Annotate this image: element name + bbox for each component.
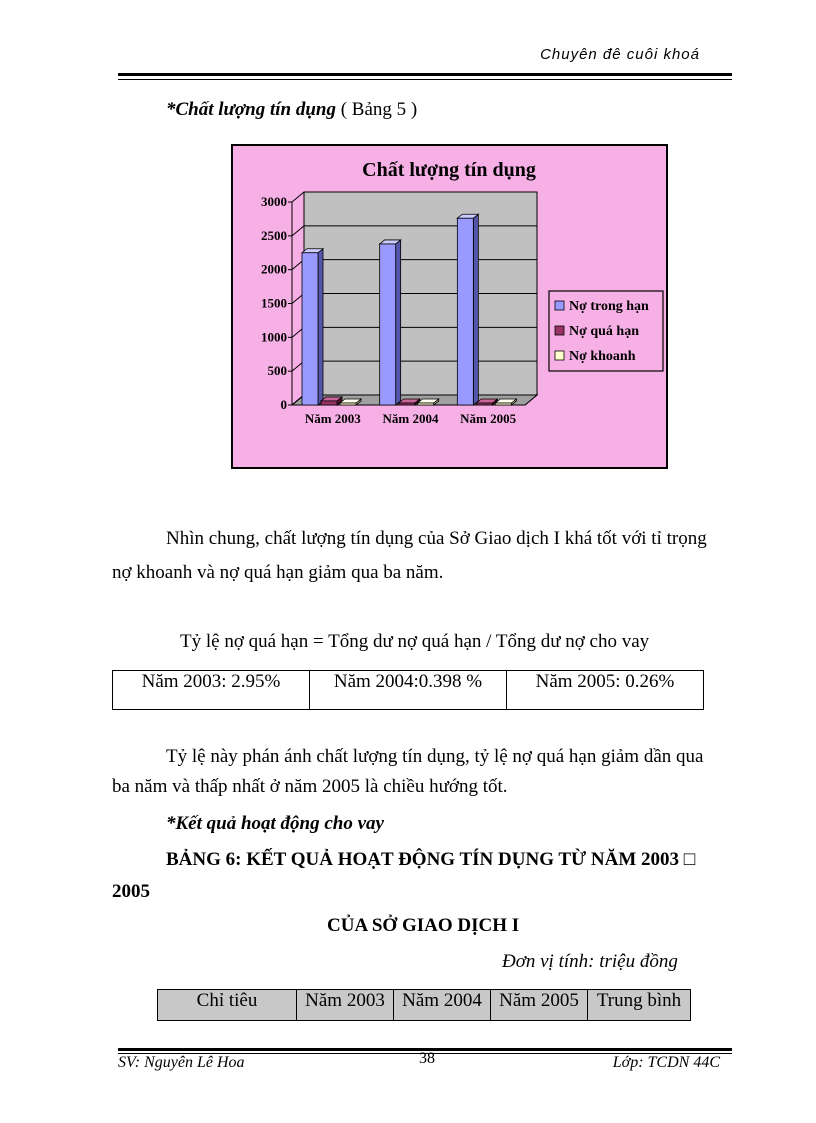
section-heading-bold: *Chất lượng tín dụng: [166, 99, 336, 120]
chart-bar: [399, 403, 415, 405]
overdue-ratio-table: [112, 670, 704, 710]
table6-title-line-1: BẢNG 6: KẾT QUẢ HOẠT ĐỘNG TÍN DỤNG TỪ NĂM 2003 □: [166, 849, 696, 870]
chart-bar: [340, 403, 356, 405]
table-row: [158, 990, 691, 1021]
chart-bar: [321, 401, 337, 405]
formula-text: Tỷ lệ nợ quá hạn = Tổng dư nợ quá hạn / Tổng dư nợ cho vay: [180, 631, 650, 652]
chart-plot-area: [292, 192, 537, 405]
chart-y-tick-label: 1500: [261, 295, 287, 311]
chart-legend-label: Nợ trong hạn: [569, 299, 649, 314]
chart-bar: [302, 253, 318, 405]
chart-legend-swatch: [555, 351, 564, 360]
paragraph-2-line-1: Tỷ lệ này phán ánh chất lượng tín dụng, tỷ lệ nợ quá hạn giảm dần qua: [166, 746, 704, 767]
chart-canvas: [233, 146, 666, 467]
table-row: [113, 671, 704, 710]
header-rule-thin: [118, 79, 732, 80]
chart-legend-label: Nợ quá hạn: [569, 324, 640, 339]
col-header-indicator: Chỉ tiêu: [158, 990, 297, 1021]
paragraph-1-line-2: nợ khoanh và nợ quá hạn giảm qua ba năm.: [112, 562, 444, 583]
chart-y-tick-label: 3000: [261, 194, 287, 209]
chart-x-tick-label: Năm 2004: [382, 411, 439, 426]
chart-gridline-depth: [292, 192, 304, 202]
chart-bar: [476, 403, 492, 405]
chart-bar: [380, 244, 396, 405]
paragraph-1-line-1: Nhìn chung, chất lượng tín dụng của Sở Giao dịch I khá tốt với tỉ trọng: [166, 528, 707, 549]
footer-student: SV: Nguyên Lê Hoa: [118, 1054, 245, 1071]
chart-gridline-depth: [292, 226, 304, 236]
footer-page-number: 38: [419, 1050, 435, 1067]
section-heading-lending-results: *Kết quả hoạt động cho vay: [166, 813, 384, 834]
chart-y-tick-label: 2000: [261, 261, 287, 277]
table6-unit-note: Đơn vị tính: triệu đồng: [502, 951, 678, 972]
chart-bar: [418, 403, 434, 405]
chart-bar-side: [396, 240, 401, 405]
chart-bar-side: [318, 249, 323, 405]
col-header-average: Trung bình: [588, 990, 691, 1021]
ratio-cell-2005: Năm 2005: 0.26%: [507, 671, 704, 710]
chart-legend-swatch: [555, 301, 564, 310]
table6-title-line-2: 2005: [112, 881, 150, 902]
chart-y-tick-label: 1000: [261, 329, 287, 345]
chart-bar-side: [473, 214, 478, 405]
chart-bar: [495, 403, 511, 405]
paragraph-2-line-2: ba năm và thấp nhất ở năm 2005 là chiều hướng tốt.: [112, 776, 508, 797]
section-heading-credit-quality: [166, 98, 417, 122]
chart-legend-label: Nợ khoanh: [569, 349, 636, 364]
col-header-2003: Năm 2003: [297, 990, 394, 1021]
section-heading-ref: ( Bảng 5 ): [335, 99, 418, 120]
chart-x-tick-label: Năm 2003: [304, 411, 361, 426]
credit-quality-chart: [231, 144, 668, 469]
ratio-cell-2003: Năm 2003: 2.95%: [113, 671, 310, 710]
table6-header: [157, 989, 691, 1021]
header-title: Chuyên đê cuôi khoá: [540, 46, 700, 63]
chart-y-tick-label: 2500: [261, 227, 287, 243]
ratio-cell-2004: Năm 2004:0.398 %: [310, 671, 507, 710]
footer-class: Lớp: TCDN 44C: [612, 1054, 720, 1071]
chart-title: Chất lượng tín dụng: [362, 159, 536, 181]
col-header-2005: Năm 2005: [491, 990, 588, 1021]
chart-legend-swatch: [555, 326, 564, 335]
chart-y-tick-label: 500: [267, 363, 287, 379]
table6-title-line-3: CỦA SỞ GIAO DỊCH I: [327, 915, 520, 936]
chart-bar: [457, 218, 473, 405]
chart-y-tick-label: 0: [280, 397, 287, 412]
header-rule: [118, 73, 732, 76]
chart-x-tick-label: Năm 2005: [460, 411, 517, 426]
col-header-2004: Năm 2004: [394, 990, 491, 1021]
